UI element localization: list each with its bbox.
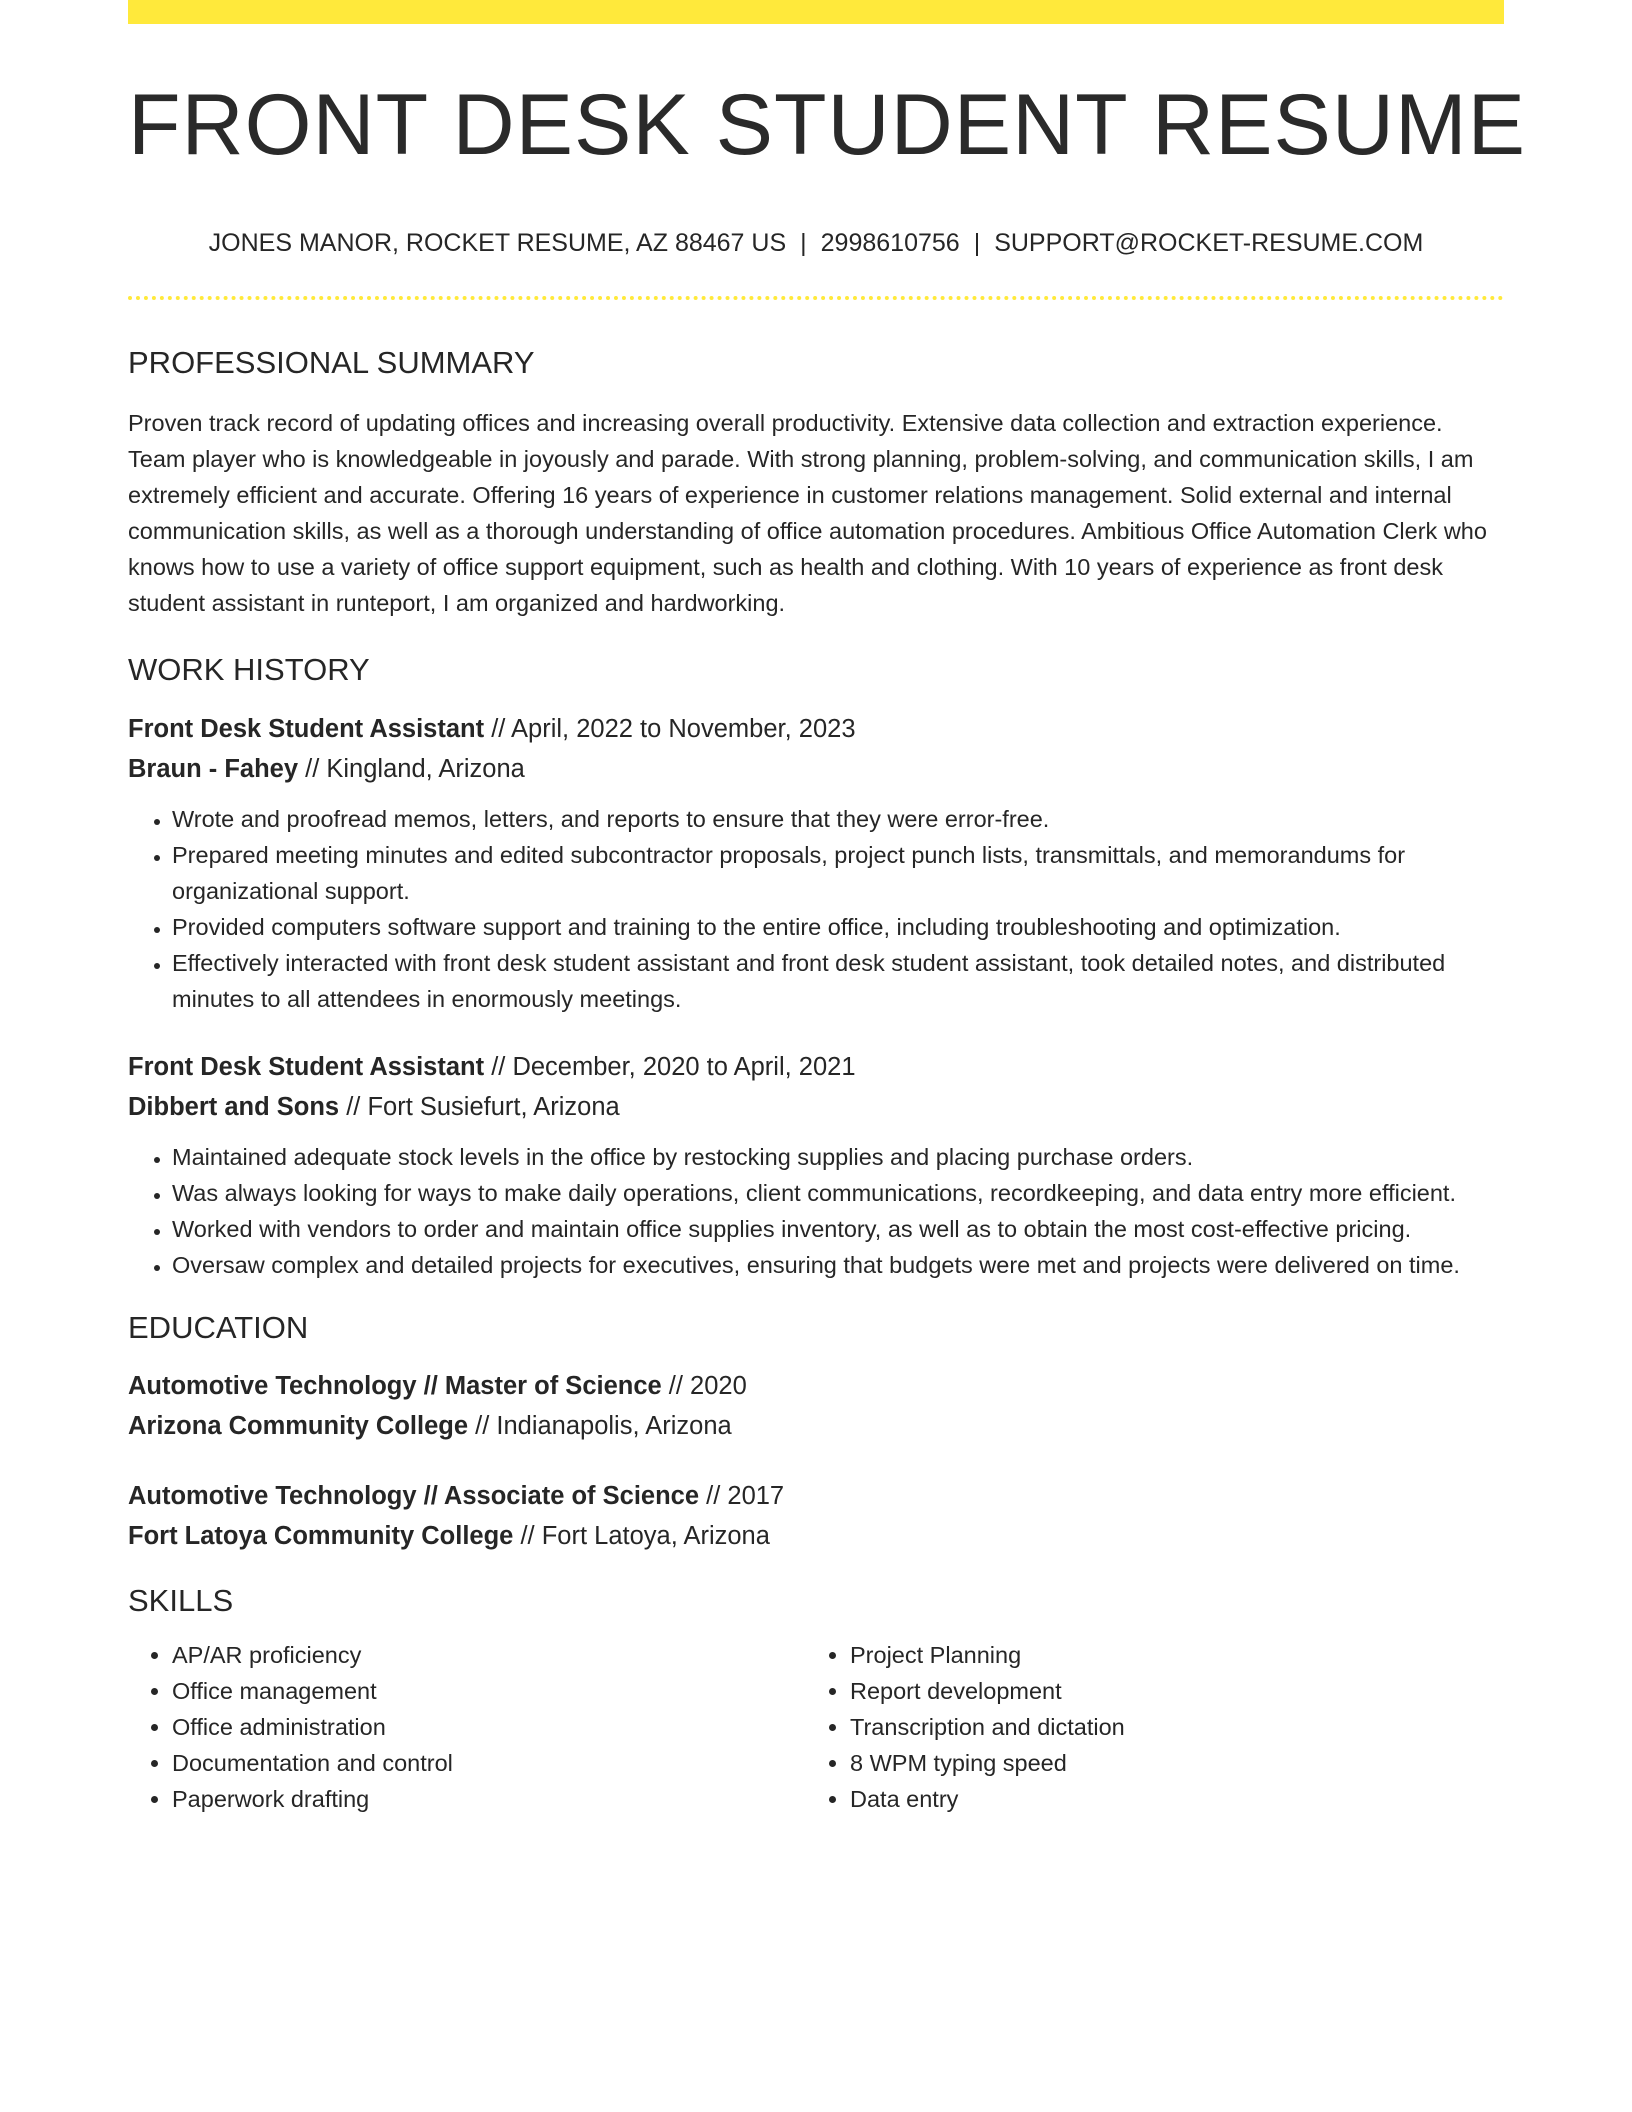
education-year: // 2017	[699, 1481, 785, 1510]
skill-item: • Transcription and dictation	[850, 1709, 1484, 1745]
skill-item: • 8 WPM typing speed	[850, 1745, 1484, 1781]
job-bullets	[128, 801, 1504, 1017]
job-bullet: • Provided computers software support and training to the entire office, including troubleshooting and optimization.	[172, 909, 1504, 945]
skills-grid	[128, 1637, 1504, 1817]
job-company: Braun - Fahey	[128, 754, 299, 783]
education-degree-line	[128, 1476, 1504, 1516]
resume-page	[128, 0, 1526, 1817]
contact-email: SUPPORT@ROCKET-RESUME.COM	[994, 229, 1424, 258]
education-location: // Indianapolis, Arizona	[468, 1411, 732, 1440]
summary-heading: PROFESSIONAL SUMMARY	[128, 345, 535, 381]
education-degree: Automotive Technology // Associate of Science	[128, 1481, 700, 1510]
education-heading: EDUCATION	[128, 1309, 309, 1345]
skills-column-right	[806, 1637, 1484, 1817]
job-location: // Fort Susiefurt, Arizona	[339, 1092, 620, 1121]
contact-address: JONES MANOR, ROCKET RESUME, AZ 88467 US	[208, 229, 787, 258]
education-location: // Fort Latoya, Arizona	[513, 1521, 770, 1550]
skill-item: • Data entry	[850, 1781, 1484, 1817]
education-degree-line	[128, 1366, 1504, 1406]
accent-top-bar	[128, 0, 1504, 24]
education-degree: Automotive Technology // Master of Science	[128, 1371, 662, 1400]
summary-text: Proven track record of updating offices and increasing overall productivity. Extensive data collection and extraction experience. Team player who is knowledgeable in joyously and parade. With strong planning, problem-solving, and communication skills, I am extremely efficient and accurate. Offering 16 years of experience in customer relations management. Solid external and internal communication skills, as well as a thorough understanding of office automation procedures. Ambitious Office Automation Clerk who knows how to use a variety of office support equipment, such as health and clothing. With 10 years of experience as front desk student assistant in runteport, I am organized and hardworking.	[128, 410, 1487, 617]
education-school: Arizona Community College	[128, 1411, 469, 1440]
skill-item: • Documentation and control	[172, 1745, 806, 1781]
skills-heading: SKILLS	[128, 1582, 234, 1618]
contact-line	[128, 228, 1504, 258]
education-year: // 2020	[661, 1371, 747, 1400]
skill-item: • Report development	[850, 1673, 1484, 1709]
education-entry	[128, 1366, 1504, 1446]
resume-name: FRONT DESK STUDENT RESUME	[128, 77, 1526, 173]
job-bullet: • Wrote and proofread memos, letters, and reports to ensure that they were error-free.	[172, 801, 1504, 837]
job-bullet: • Effectively interacted with front desk student assistant and front desk student assistant, took detailed notes, and distributed minutes to all attendees in enormously meetings.	[172, 945, 1504, 1017]
skill-item: • Office management	[172, 1673, 806, 1709]
education-school-line	[128, 1406, 1504, 1446]
job-title-line	[128, 709, 1504, 749]
job-dates: // December, 2020 to April, 2021	[484, 1052, 856, 1081]
skills-column-left	[128, 1637, 806, 1817]
skill-item: • AP/AR proficiency	[172, 1637, 806, 1673]
job-bullet: • Was always looking for ways to make daily operations, client communications, recordkeeping, and data entry more efficient.	[172, 1175, 1504, 1211]
skill-item: • Paperwork drafting	[172, 1781, 806, 1817]
job-dates: // April, 2022 to November, 2023	[484, 714, 856, 743]
job-bullets	[128, 1139, 1504, 1283]
dotted-divider	[128, 296, 1504, 300]
job-bullet: • Maintained adequate stock levels in the office by restocking supplies and placing purchase orders.	[172, 1139, 1504, 1175]
contact-phone: 2998610756	[820, 229, 960, 258]
job-title-line	[128, 1047, 1504, 1087]
job-role: Front Desk Student Assistant	[128, 1052, 485, 1081]
job-bullet: • Prepared meeting minutes and edited subcontractor proposals, project punch lists, transmittals, and memorandums for organizational support.	[172, 837, 1504, 909]
skill-item: • Office administration	[172, 1709, 806, 1745]
job-location: // Kingland, Arizona	[298, 754, 525, 783]
contact-separator: |	[973, 229, 981, 258]
education-school-line	[128, 1516, 1504, 1556]
job-entry	[128, 1047, 1504, 1283]
work-history-heading: WORK HISTORY	[128, 652, 370, 688]
education-school: Fort Latoya Community College	[128, 1521, 514, 1550]
job-company: Dibbert and Sons	[128, 1092, 340, 1121]
education-entry	[128, 1476, 1504, 1556]
job-entry	[128, 709, 1504, 1017]
contact-separator: |	[800, 229, 807, 258]
skill-item: • Project Planning	[850, 1637, 1484, 1673]
job-bullet: • Oversaw complex and detailed projects for executives, ensuring that budgets were met and projects were delivered on time.	[172, 1247, 1504, 1283]
job-bullet: • Worked with vendors to order and maintain office supplies inventory, as well as to obtain the most cost-effective pricing.	[172, 1211, 1504, 1247]
job-company-line	[128, 1087, 1504, 1127]
job-role: Front Desk Student Assistant	[128, 714, 485, 743]
job-company-line	[128, 749, 1504, 789]
